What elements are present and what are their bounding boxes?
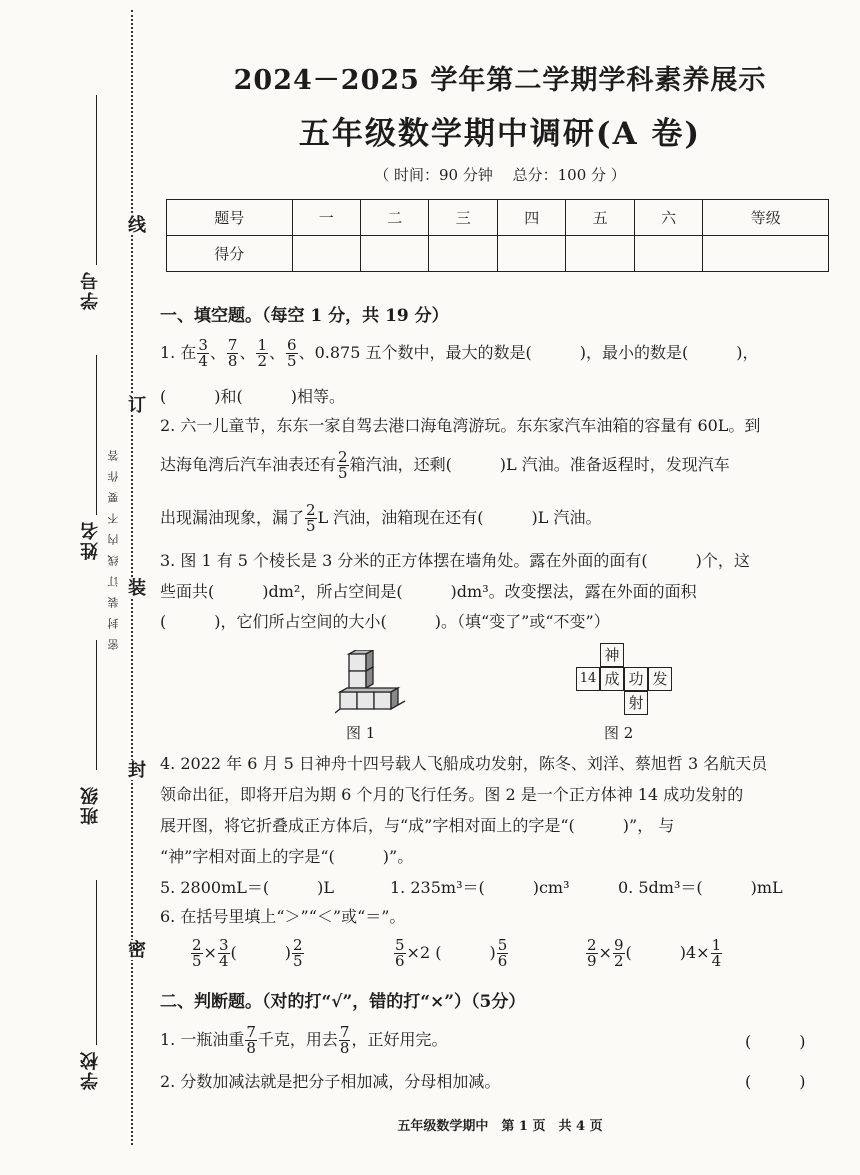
separator: 、	[209, 343, 226, 362]
q1-text-a: 、0.875 五个数中，最大的数是( )，最小的数是( )，	[298, 343, 759, 362]
figure-2-caption: 图 2	[604, 724, 634, 742]
score-header-cell: 三	[429, 200, 497, 236]
numerator: 5	[395, 936, 405, 954]
denominator: 6	[497, 952, 508, 970]
exam-title: 2024－2025 学年第二学期学科素养展示	[233, 65, 767, 96]
question-6-line1: 6. 在括号里填上“＞”“＜”或“＝”。	[160, 907, 406, 926]
numerator: 7	[339, 1023, 350, 1041]
denominator: 4	[198, 352, 208, 370]
question-4-line3: 展开图，将它折叠成正方体后，与“成”字相对面上的字是“( )”， 与	[160, 816, 675, 835]
score-cell[interactable]	[634, 236, 702, 272]
score-cell[interactable]	[292, 236, 360, 272]
score-cell[interactable]	[361, 236, 429, 272]
fraction	[337, 450, 349, 481]
operator: ×	[598, 943, 612, 962]
q2-text: L 汽油，油箱现在还有( )L 汽油。	[317, 508, 602, 527]
binding-notice: 密封装订线内不要作答	[107, 440, 120, 650]
denominator: 8	[227, 352, 238, 370]
binding-label-zhuang: 装	[122, 578, 148, 598]
binding-label-mi: 密	[122, 940, 148, 960]
page-footer: 五年级数学期中 第 1 页 共 4 页	[397, 1119, 603, 1134]
class-line	[96, 640, 97, 770]
score-table-score-row	[167, 236, 829, 272]
fraction	[305, 503, 317, 534]
fraction	[197, 338, 209, 369]
score-header-cell: 一	[292, 200, 360, 236]
judge-question-1	[160, 1025, 447, 1056]
student-id-line	[96, 95, 97, 265]
question-3-line2: 些面共( )dm²，所占空间是( )dm³。改变摆法，露在外面的面积	[160, 582, 697, 601]
operator: ×2 (	[406, 943, 442, 962]
net-cell-far: 发	[648, 667, 672, 691]
q1-prefix: 1. 在	[160, 343, 197, 362]
numerator: 3	[198, 336, 208, 354]
numerator: 5	[497, 936, 508, 954]
answer-blank: ( )4×	[625, 943, 710, 962]
binding-label-feng: 封	[122, 760, 148, 780]
denominator: 4	[711, 952, 722, 970]
fraction	[256, 338, 268, 369]
score-header-cell: 题号	[167, 200, 293, 236]
question-6-expr-2	[393, 938, 509, 969]
question-3-line1: 3. 图 1 有 5 个棱长是 3 分米的正方体摆在墙角处。露在外面的面有( )个，这	[160, 551, 750, 570]
operator: ×	[203, 943, 217, 962]
question-6-expr-1	[190, 938, 305, 969]
separator: 、	[239, 343, 256, 362]
fraction	[218, 938, 230, 969]
score-cell[interactable]	[703, 236, 829, 272]
fraction	[245, 1025, 257, 1056]
question-2-line1: 2. 六一儿童节，东东一家自驾去港口海龟湾游玩。东东家汽车油箱的容量有 60L。到	[160, 416, 761, 435]
question-1-line2: ( )和( )相等。	[160, 387, 345, 406]
judge-q1-text: 1. 一瓶油重	[160, 1030, 245, 1049]
school-label: 学校	[80, 1050, 101, 1090]
fraction	[394, 938, 406, 969]
denominator: 4	[218, 952, 229, 970]
judge-q1-text: ，正好用完。	[351, 1030, 448, 1049]
numerator: 9	[613, 936, 624, 954]
binding-label-ding: 订	[122, 395, 148, 415]
denominator: 2	[257, 352, 268, 370]
figure-2-net	[576, 643, 676, 718]
net-cell-center: 成	[600, 667, 624, 691]
question-3-line3: ( )，它们所占空间的大小( )。（填“变了”或“不变”）	[160, 612, 610, 631]
section2-title: 二、判断题。（对的打“√”，错的打“×”）（5分）	[160, 992, 526, 1012]
question-5-part-a: 5. 2800mL＝( )L	[160, 878, 334, 897]
numerator: 1	[711, 936, 722, 954]
denominator: 8	[246, 1039, 256, 1057]
question-4-line2: 领命出征，即将开启为期 6 个月的飞行任务。图 2 是一个正方体神 14 成功发射的	[160, 785, 744, 804]
section1-title: 一、填空题。（每空 1 分，共 19 分）	[160, 306, 449, 326]
question-2-line2	[160, 450, 730, 481]
judge-q1-text: 千克，用去	[257, 1030, 338, 1049]
numerator: 2	[587, 936, 597, 954]
score-header-cell: 等级	[703, 200, 829, 236]
question-5-part-c: 0. 5dm³＝( )mL	[618, 878, 783, 897]
question-1-line1	[160, 338, 758, 369]
denominator: 5	[293, 952, 303, 970]
numerator: 1	[257, 336, 268, 354]
judge-q1-answer-blank[interactable]: ( )	[745, 1032, 806, 1051]
fraction	[286, 338, 298, 369]
name-label: 姓名	[80, 520, 101, 560]
numerator: 2	[293, 936, 303, 954]
net-cell-left: 14	[576, 667, 600, 691]
figure-1-caption: 图 1	[346, 724, 376, 742]
denominator: 5	[192, 952, 202, 970]
numerator: 7	[246, 1023, 256, 1041]
net-cell-bottom: 射	[624, 691, 648, 715]
score-table	[166, 199, 829, 272]
score-cell[interactable]	[497, 236, 565, 272]
score-header-cell: 六	[634, 200, 702, 236]
score-table-header-row	[167, 200, 829, 236]
fraction	[711, 938, 723, 969]
fraction	[339, 1025, 351, 1056]
student-id-label: 学号	[80, 270, 101, 310]
denominator: 8	[339, 1039, 350, 1057]
score-header-cell: 五	[566, 200, 634, 236]
score-cell[interactable]	[566, 236, 634, 272]
denominator: 6	[395, 952, 405, 970]
numerator: 2	[192, 936, 202, 954]
denominator: 5	[338, 464, 348, 482]
fraction	[586, 938, 598, 969]
question-5-part-b: 1. 235m³＝( )cm³	[390, 878, 570, 897]
question-2-line3	[160, 503, 601, 534]
score-row-label: 得分	[167, 236, 293, 272]
judge-q2-answer-blank[interactable]: ( )	[745, 1072, 806, 1091]
numerator: 2	[306, 501, 316, 519]
net-cell-right: 功	[624, 667, 648, 691]
net-cell-top: 神	[600, 643, 624, 667]
fraction	[292, 938, 304, 969]
answer-blank: )	[441, 943, 496, 962]
name-line	[96, 355, 97, 515]
denominator: 5	[306, 517, 316, 535]
answer-blank: ( )	[230, 943, 291, 962]
score-cell[interactable]	[429, 236, 497, 272]
numerator: 3	[218, 936, 229, 954]
question-6-expr-3	[585, 938, 723, 969]
q2-text: 出现漏油现象，漏了	[160, 508, 305, 527]
binding-label-xian: 线	[122, 215, 148, 235]
fraction	[497, 938, 509, 969]
fraction	[191, 938, 203, 969]
denominator: 9	[587, 952, 597, 970]
numerator: 7	[227, 336, 238, 354]
numerator: 6	[287, 336, 297, 354]
fraction	[227, 338, 239, 369]
denominator: 2	[613, 952, 624, 970]
fraction	[613, 938, 625, 969]
class-label: 班级	[80, 785, 101, 825]
figure-1-cubes	[335, 650, 410, 718]
q2-text: 达海龟湾后汽车油表还有	[160, 455, 337, 474]
score-header-cell: 二	[361, 200, 429, 236]
question-4-line4: “神”字相对面上的字是“( )”。	[160, 847, 414, 866]
judge-question-2: 2. 分数加减法就是把分子相加减，分母相加减。	[160, 1072, 501, 1091]
score-header-cell: 四	[497, 200, 565, 236]
separator: 、	[269, 343, 286, 362]
q2-text: 箱汽油，还剩( )L 汽油。准备返程时，发现汽车	[349, 455, 730, 474]
exam-time-score: （ 时间：90 分钟 总分：100 分 ）	[374, 166, 626, 184]
question-4-line1: 4. 2022 年 6 月 5 日神舟十四号载人飞船成功发射，陈冬、刘洋、蔡旭哲 3 名航天员	[160, 754, 768, 773]
denominator: 5	[287, 352, 297, 370]
numerator: 2	[338, 448, 348, 466]
exam-subtitle: 五年级数学期中调研(A 卷)	[298, 116, 702, 152]
school-line	[96, 880, 97, 1045]
